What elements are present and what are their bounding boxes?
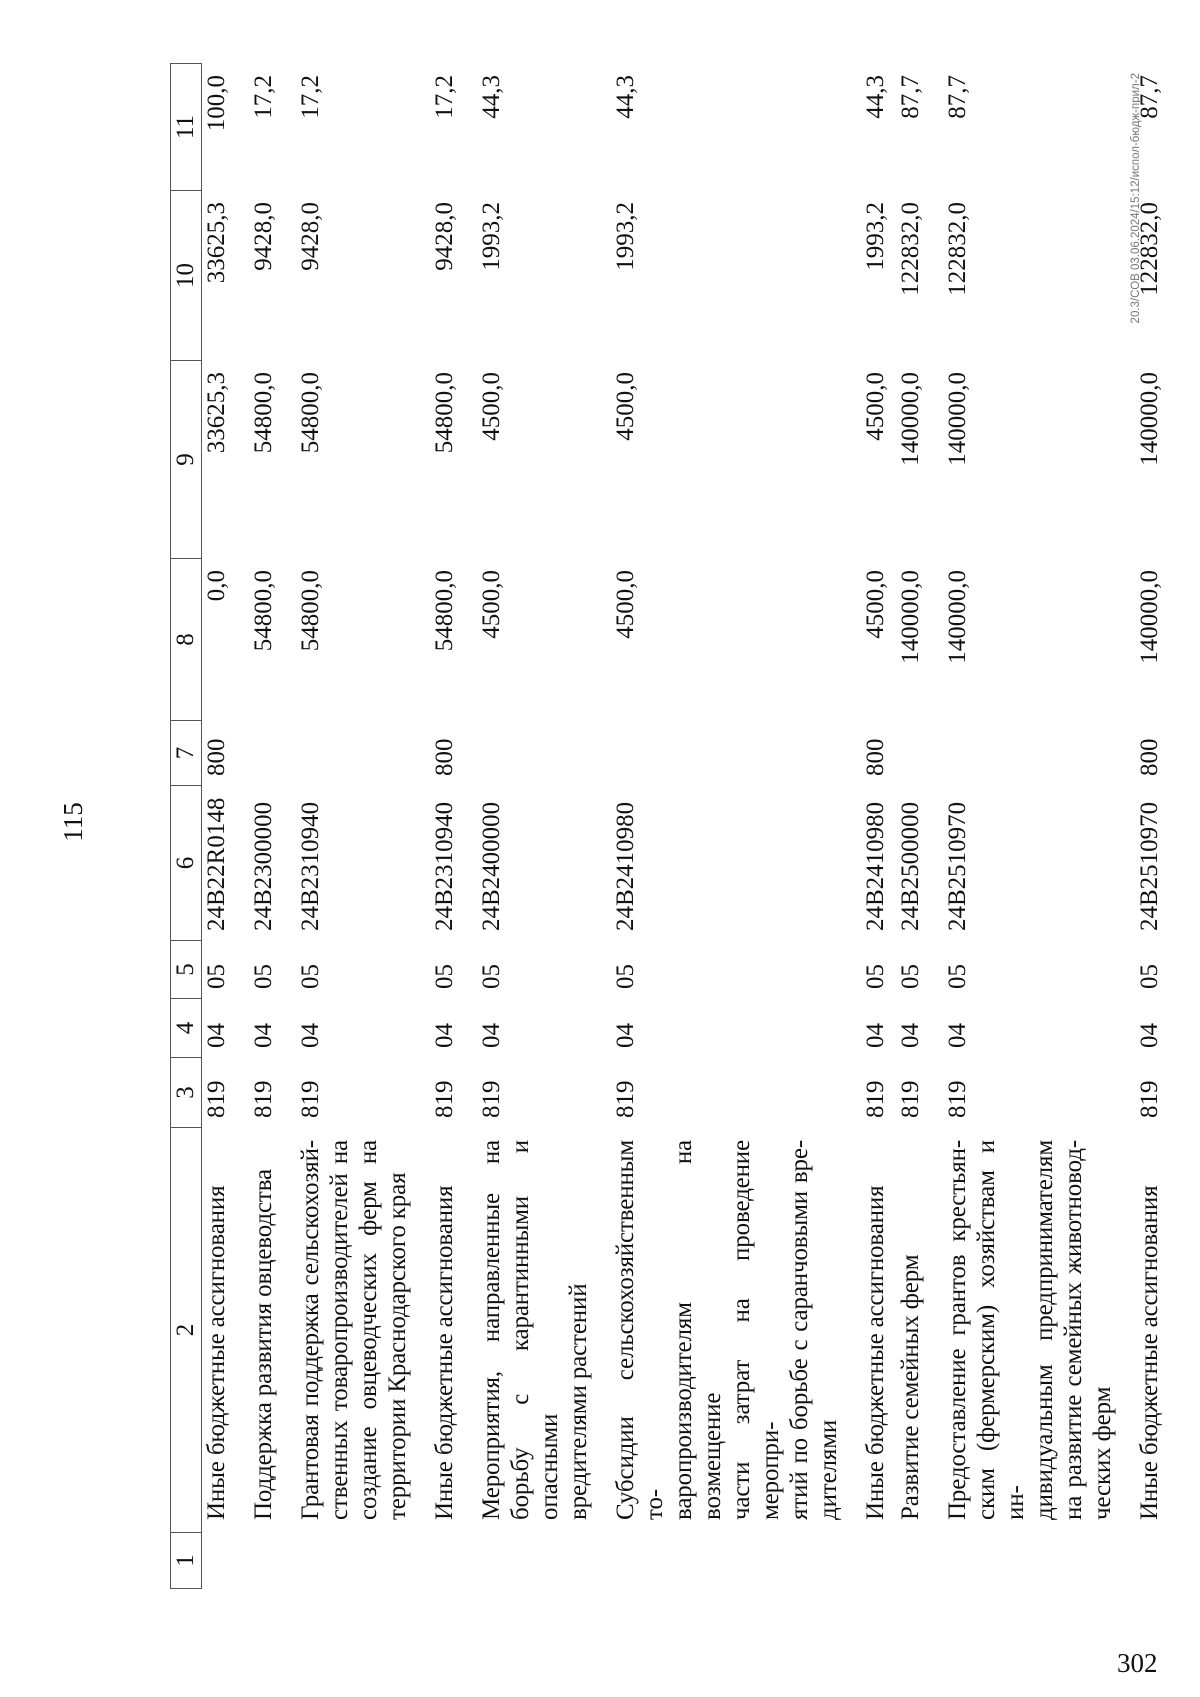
cell-col-4: 04 (431, 1023, 458, 1048)
cell-col-9: 54800,0 (250, 372, 277, 454)
table-row (943, 63, 1117, 1589)
description-line: части затрат на проведение меропри- (728, 1140, 784, 1520)
cell-col-1 (861, 1532, 890, 1589)
cell-col-5: 05 (478, 964, 505, 989)
cell-col-3: 819 (250, 1080, 277, 1118)
cell-col-9: 54800,0 (297, 372, 324, 454)
description-line: ческих ферм (1089, 1386, 1116, 1520)
cell-col-10: 1993,2 (862, 202, 889, 271)
description-line: Предоставление грантов крестьян- (944, 1140, 971, 1520)
cell-col-1 (611, 1532, 843, 1589)
cell-col-11: 87,7 (897, 75, 924, 119)
description-line: Субсидии сельскохозяйственным то- (612, 1140, 668, 1520)
table-row (896, 63, 925, 1589)
cell-col-6: 24В2400000 (478, 801, 505, 931)
table-header-row (170, 63, 202, 1589)
cell-col-4: 04 (612, 1023, 639, 1048)
cell-col-9: 4500,0 (862, 372, 889, 441)
cell-col-3: 819 (862, 1080, 889, 1118)
cell-col-7 (249, 720, 278, 785)
description-line: дивидуальным предпринимателям (1031, 1140, 1058, 1520)
table-row (430, 63, 459, 1589)
cell-col-8: 0,0 (203, 570, 230, 602)
table-row (249, 63, 278, 1589)
column-header-7: 7 (170, 720, 202, 785)
cell-col-8: 140000,0 (897, 570, 924, 664)
row-description (296, 1127, 412, 1532)
cell-col-1 (1135, 1532, 1164, 1589)
row-description (611, 1127, 843, 1532)
cell-col-3: 819 (612, 1080, 639, 1118)
document-footer-code: 20.3/СОВ 03.06.2024/15:12/испол-бюдж-прил-2 (1130, 73, 1142, 324)
table-row (861, 63, 890, 1589)
cell-col-5: 05 (250, 964, 277, 989)
cell-col-3: 819 (203, 1080, 230, 1118)
cell-col-11: 44,3 (612, 75, 639, 119)
cell-col-11: 87,7 (944, 75, 971, 119)
description-line: Поддержка развития овцеводства (250, 1169, 277, 1520)
cell-col-5: 05 (944, 964, 971, 989)
cell-col-8: 54800,0 (297, 570, 324, 652)
cell-col-7 (296, 720, 412, 785)
cell-col-8: 4500,0 (862, 570, 889, 639)
cell-col-7: 800 (203, 738, 230, 776)
table-row (477, 63, 593, 1589)
column-header-8: 8 (170, 558, 202, 720)
cell-col-1 (202, 1532, 231, 1589)
row-description (202, 1127, 231, 1532)
cell-col-10: 1993,2 (478, 202, 505, 271)
row-description (477, 1127, 593, 1532)
cell-col-3: 819 (1136, 1080, 1163, 1118)
cell-col-5: 05 (1136, 964, 1163, 989)
description-line: Иные бюджетные ассигнования (431, 1185, 458, 1520)
cell-col-1 (249, 1532, 278, 1589)
column-header-4: 4 (170, 998, 202, 1057)
cell-col-1 (430, 1532, 459, 1589)
cell-col-4: 04 (250, 1023, 277, 1048)
cell-col-9: 140000,0 (944, 372, 971, 466)
cell-col-6: 24В2510970 (944, 801, 971, 931)
row-description (896, 1127, 925, 1532)
cell-col-4: 04 (944, 1023, 971, 1048)
cell-col-8: 54800,0 (250, 570, 277, 652)
column-header-5: 5 (170, 940, 202, 998)
cell-col-9: 140000,0 (897, 372, 924, 466)
column-header-6: 6 (170, 785, 202, 940)
cell-col-7 (477, 720, 593, 785)
description-line: варопроизводителям на возмещение (670, 1140, 726, 1520)
cell-col-8: 4500,0 (478, 570, 505, 639)
cell-col-8: 54800,0 (431, 570, 458, 652)
row-description (943, 1127, 1117, 1532)
budget-table (170, 63, 1182, 1589)
cell-col-3: 819 (431, 1080, 458, 1118)
column-header-1: 1 (170, 1532, 202, 1589)
cell-col-1 (943, 1532, 1117, 1589)
description-line: дителями (815, 1419, 842, 1520)
description-line: Иные бюджетные ассигнования (1136, 1185, 1163, 1520)
cell-col-11: 100,0 (203, 75, 230, 132)
column-header-3: 3 (170, 1057, 202, 1127)
cell-col-8: 140000,0 (944, 570, 971, 664)
cell-col-6: 24В2410980 (612, 801, 639, 931)
cell-col-8: 4500,0 (612, 570, 639, 639)
description-line: ским (фермерским) хозяйствам и ин- (973, 1140, 1029, 1520)
cell-col-6: 24В2300000 (250, 801, 277, 931)
description-line: Мероприятия, направленные на (478, 1140, 505, 1520)
column-header-2: 2 (170, 1127, 202, 1532)
cell-col-1 (896, 1532, 925, 1589)
cell-col-3: 819 (897, 1080, 924, 1118)
cell-col-4: 04 (897, 1023, 924, 1048)
cell-col-10: 122832,0 (1136, 202, 1163, 296)
cell-col-7 (611, 720, 843, 785)
page-number: 115 (58, 802, 88, 842)
description-line: создание овцеводческих ферм на (355, 1140, 382, 1520)
cell-col-7 (943, 720, 1117, 785)
description-line: Грантовая поддержка сельскохозяй- (297, 1140, 324, 1520)
cell-col-7: 800 (431, 738, 458, 776)
cell-col-11: 44,3 (478, 75, 505, 119)
description-line: Иные бюджетные ассигнования (203, 1185, 230, 1520)
cell-col-6: 24В2500000 (897, 801, 924, 931)
cell-col-5: 05 (862, 964, 889, 989)
cell-col-10: 122832,0 (944, 202, 971, 296)
cell-col-5: 05 (897, 964, 924, 989)
cell-col-9: 4500,0 (612, 372, 639, 441)
column-header-10: 10 (170, 190, 202, 360)
cell-col-4: 04 (203, 1023, 230, 1048)
cell-col-6: 24В22R0148 (203, 797, 230, 931)
cell-col-4: 04 (1136, 1023, 1163, 1048)
cell-col-5: 05 (431, 964, 458, 989)
description-line: на развитие семейных животновод- (1060, 1140, 1087, 1520)
cell-col-6: 24В2310940 (297, 801, 324, 931)
row-description (861, 1127, 890, 1532)
cell-col-10: 1993,2 (612, 202, 639, 271)
cell-col-11: 44,3 (862, 75, 889, 119)
table-row (611, 63, 843, 1589)
cell-col-4: 04 (478, 1023, 505, 1048)
cell-col-3: 819 (478, 1080, 505, 1118)
table-row (202, 63, 231, 1589)
cell-col-9: 4500,0 (478, 372, 505, 441)
table-body (202, 63, 1164, 1589)
cell-col-1 (296, 1532, 412, 1589)
cell-col-3: 819 (297, 1080, 324, 1118)
description-line: вредителями растений (565, 1283, 592, 1520)
cell-col-1 (477, 1532, 593, 1589)
row-description (249, 1127, 278, 1532)
cell-col-7: 800 (862, 738, 889, 776)
table-row (296, 63, 412, 1589)
cell-col-4: 04 (862, 1023, 889, 1048)
cell-col-11: 87,7 (1136, 75, 1163, 119)
cell-col-6: 24В2310940 (431, 801, 458, 931)
cell-col-9: 33625,3 (203, 372, 230, 454)
column-header-11: 11 (170, 63, 202, 190)
description-line: Иные бюджетные ассигнования (862, 1185, 889, 1520)
description-line: ятий по борьбе с саранчовыми вре- (786, 1140, 813, 1520)
cell-col-11: 17,2 (250, 75, 277, 119)
cell-col-10: 33625,3 (203, 202, 230, 284)
cell-col-5: 05 (297, 964, 324, 989)
cell-col-7 (896, 720, 925, 785)
cell-col-11: 17,2 (297, 75, 324, 119)
row-description (430, 1127, 459, 1532)
cell-col-6: 24В2410980 (862, 801, 889, 931)
cell-col-5: 05 (612, 964, 639, 989)
cell-col-4: 04 (297, 1023, 324, 1048)
cell-col-11: 17,2 (431, 75, 458, 119)
row-description (1135, 1127, 1164, 1532)
column-header-9: 9 (170, 360, 202, 558)
cell-col-7: 800 (1136, 738, 1163, 776)
cell-col-8: 140000,0 (1136, 570, 1163, 664)
cell-col-10: 9428,0 (431, 202, 458, 271)
sheet-number: 302 (1117, 1648, 1158, 1678)
cell-col-10: 9428,0 (250, 202, 277, 271)
cell-col-3: 819 (944, 1080, 971, 1118)
description-line: Развитие семейных ферм (897, 1254, 924, 1520)
cell-col-6: 24В2510970 (1136, 801, 1163, 931)
description-line: территории Краснодарского края (384, 1172, 411, 1520)
cell-col-10: 9428,0 (297, 202, 324, 271)
cell-col-9: 54800,0 (431, 372, 458, 454)
cell-col-9: 140000,0 (1136, 372, 1163, 466)
cell-col-5: 05 (203, 964, 230, 989)
description-line: борьбу с карантинными и опасными (507, 1140, 563, 1520)
description-line: ственных товаропроизводителей на (326, 1140, 353, 1520)
cell-col-10: 122832,0 (897, 202, 924, 296)
